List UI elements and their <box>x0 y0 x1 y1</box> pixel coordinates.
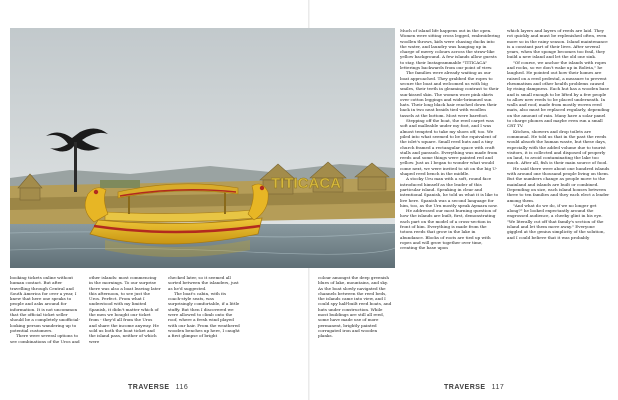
paragraph: There were several options to see combinations of the Uros and <box>10 333 80 344</box>
page-number: 116 <box>175 384 189 391</box>
paragraph: Stepping off the boat, the reed carpet was soft and malleable under my foot, and I was almost tempted to take my shoes off, too. We piled into what seemed to be the equivalent of the islet's square. Small reed huts and a tiny church framed a rectangular space with craft stalls and parasols. Everything was made from reeds and some things were painted red and yellow. Just as I began to wonder what would come next, we were invited to sit on the big U-shaped reed bench in the middle. <box>400 118 498 177</box>
paragraph: The boat's cabin, with its coach-style seats, was surprisingly comfortable, if a little stuffy. But then I discovered we were allowed to climb onto the roof, where a fresh wind played with our hair. From the weathered wooden benches up here, I caught a first glimpse of bright <box>168 290 240 339</box>
left-folio <box>128 384 188 391</box>
paragraph: colour amongst the deep greenish blues of lake, mountains, and sky. As the boat slowly navigated the channels between the reed beds, the islands came into view, and I could spy half-built reed boats, and huts under construction. While most buildings are still all reed, some have made use of more permanent, brightly painted corrugated iron and wooden planks. <box>318 275 392 339</box>
paragraph: He said there were about one hundred islands with around one thousand people living on them. But the numbers change as people move to the mainland and islands are built or combined. Depending on size, each island houses between three to ten families and they each elect a leader among them. <box>507 165 610 203</box>
paragraph: "Of course, we anchor the islands with ropes and rocks, so we don't wake up in Bolivia," he laughed. He pointed out how their homes are raised on a reed pedestal, a measure to prevent rheumatism and other health problems caused by rising dampness. Each hut has a wooden base and is small enough to be lifted by a few people to allow new reeds to be placed underneath. In walls and roof, made from mostly woven reed mats, also must be replaced regularly, depending on the amount of rain. Many have a solar panel to charge phones and maybe even run a small CRT TV. <box>507 59 610 129</box>
paragraph: A stocky Uru man with a soft, round face introduced himself as the leader of this particular island. Speaking in clear and intentional Spanish, he told us what it is like to live here. Spanish was a second language for him, too, as the Uru mostly speak Aymara now. <box>400 176 499 208</box>
paragraph: Much of island life happens out in the open. Women were sitting cross legged, embroidering woollen throws, kids were chasing ducks into the water, and laundry was hanging up in charge of merry colours across the straw-like yellow background. A few islands allow guests to stay, their Instagrammable "TITICACA" letterings backwards from our point of view. <box>400 28 500 71</box>
lake-titicaca-photo <box>10 28 395 268</box>
text-column-1 <box>10 275 82 380</box>
paragraph: which layers and layers of reeds are laid. They rot quickly and must be replenished often, even more so in the rainy season. Island maintenance is a constant part of their lives. After several years, when the sponge becomes too frail, they build a new island and let the old one sink. <box>507 28 608 60</box>
magazine-name: TRAVERSE <box>444 384 486 391</box>
text-column-2 <box>89 275 161 380</box>
text-column-6 <box>507 28 610 380</box>
paragraph: booking tickets online without human contact. But after travelling through Central and South America for over a year, I knew that here one speaks to people and asks around for information. It is not uncommon that the official ticket seller should be a completely unofficial-looking person wandering up to potential customers. <box>10 275 80 333</box>
text-column-4 <box>318 275 393 380</box>
paragraph: The families were already waiting as our boat approached. They grabbed the ropes to secure the boat and welcomed us with big smiles, their teeth in gleaming contrast to their sun-kissed skin. The women wore pink skirts over cotton leggings and wide-brimmed sun hats. Their long black hair reached down their back in two neat braids tied with woollen tassels at the bottom. Most were barefoot. <box>400 70 499 118</box>
paragraph: He addressed our most burning question of how the islands are built, first, demonstrating each part on the model of a cross-section in front of him. Everything is made from the totora reeds that grow in the lake in abundance. Blocks of roots are tied up with ropes and will grow together over time, creating the base upon <box>400 208 497 251</box>
paragraph: other islands: most commencing in the mornings. To our surprise there was also a boat leaving later this afternoon, to see just the Uros. Perfect. From what I understood with my limited Spanish, it didn't matter which of the men we bought our ticket from - they'd all from the Uros and share the income anyway. He sold us both the boat ticket and the island pass, neither of which were <box>89 275 161 344</box>
text-column-3 <box>168 275 240 380</box>
magazine-name: TRAVERSE <box>128 384 170 391</box>
paragraph: "And what do we do, if we no longer get along?" he looked expectantly around the engrossed audience, a cheeky glint in his eye. "We literally cut off that family's section of the island and let them move away." Everyone giggled at the genius simplicity of the solution, and I could believe that it was probably <box>507 202 605 240</box>
right-folio <box>444 384 504 391</box>
titicaca-sign: TITICACA <box>271 175 341 192</box>
text-column-5 <box>400 28 500 380</box>
page-number: 117 <box>491 384 505 391</box>
paragraph: Kitchen, showers and drop toilets are communal. He told us that in the past the reeds would absorb the human waste, but these days, especially with the added volume due to tourist visitors, it is collected and disposed of properly on land, to avoid contaminating the lake too much. After all, fish is their main source of food. <box>507 128 608 166</box>
photo-illustration <box>10 28 395 268</box>
paragraph: checked later, so it seemed all sorted between the islanders, just as he'd suggested. <box>168 275 239 291</box>
